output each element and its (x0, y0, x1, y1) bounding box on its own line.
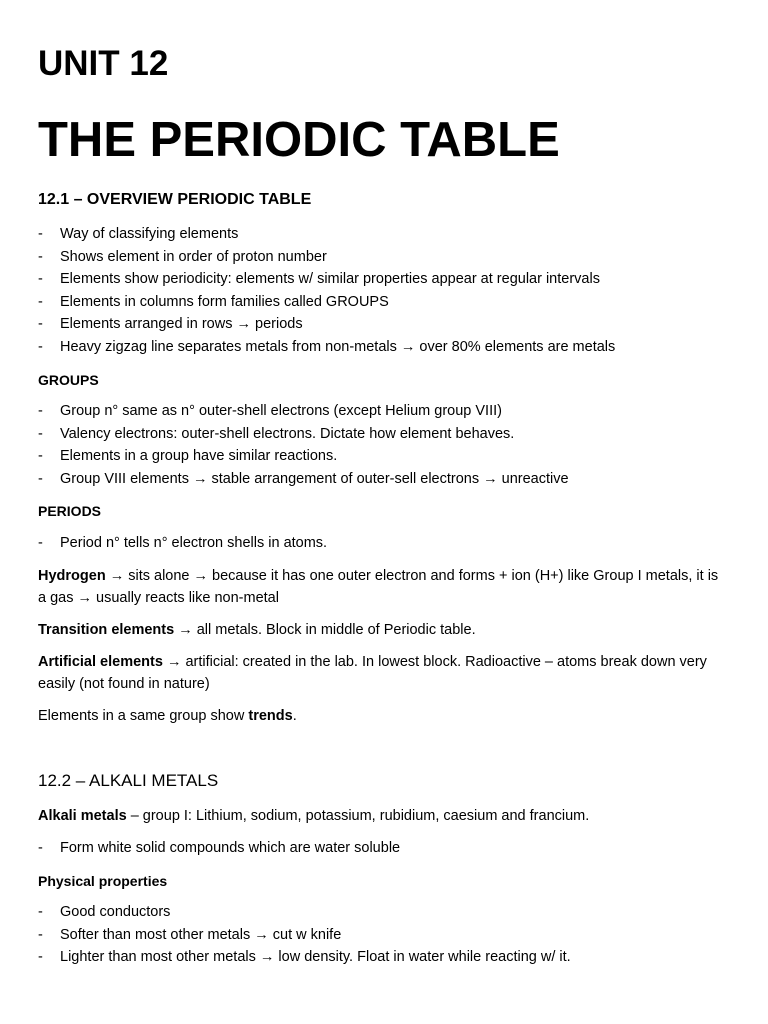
list-item: - Group n° same as n° outer-shell electrons (except Helium group VIII) (38, 403, 502, 419)
alkali-term: Alkali metals (38, 808, 127, 824)
page-title: THE PERIODIC TABLE (38, 113, 560, 167)
section-12-2-heading: 12.2 – ALKALI METALS (38, 771, 219, 790)
periods-heading: PERIODS (38, 503, 102, 519)
list-item: - Way of classifying elements (38, 226, 239, 242)
section-12-1-heading: 12.1 – OVERVIEW PERIODIC TABLE (38, 191, 312, 208)
list-item: - Heavy zigzag line separates metals from non-metals → over 80% elements are metals (38, 338, 616, 355)
trends-term: trends (248, 708, 293, 724)
alkali-list (38, 837, 400, 860)
list-item: - Lighter than most other metals → low density. Float in water while reacting w/ it. (38, 949, 571, 965)
artificial-paragraph: Artificial elements → artificial: created in the lab. In lowest block. Radioactive – atoms break down very easily (not found in nature) (38, 654, 707, 692)
unit-label: UNIT 12 (38, 44, 169, 83)
trends-paragraph: Elements in a same group show trends. (38, 708, 297, 724)
physical-list (38, 901, 571, 969)
overview-list (38, 223, 615, 358)
artificial-term: Artificial elements (38, 654, 163, 670)
list-item: - Softer than most other metals → cut w knife (38, 926, 342, 943)
alkali-paragraph: Alkali metals – group I: Lithium, sodium, potassium, rubidium, caesium and francium. (38, 808, 590, 824)
transition-term: Transition elements (38, 622, 175, 638)
groups-list (38, 400, 569, 490)
transition-paragraph: Transition elements → all metals. Block in middle of Periodic table. (38, 622, 476, 638)
list-item: - Elements in a group have similar reactions. (38, 448, 338, 464)
list-item: - Good conductors (38, 904, 171, 920)
hydrogen-term: Hydrogen (38, 568, 106, 584)
periods-list (38, 532, 327, 555)
list-item: - Group VIII elements → stable arrangement of outer-sell electrons → unreactive (38, 470, 569, 487)
list-item: - Elements in columns form families called GROUPS (38, 293, 389, 310)
list-item: - Form white solid compounds which are water soluble (38, 840, 401, 856)
physical-properties-heading: Physical properties (38, 873, 168, 889)
list-item: - Period n° tells n° electron shells in atoms. (38, 535, 328, 551)
list-item: - Valency electrons: outer-shell electrons. Dictate how element behaves. (38, 425, 515, 442)
list-item: - Elements show periodicity: elements w/ similar properties appear at regular intervals (38, 271, 600, 287)
hydrogen-paragraph: Hydrogen → sits alone → because it has one outer electron and forms + ion (H+) like Group I metals, it is a gas → usually reacts like non-metal (38, 568, 719, 606)
groups-heading: GROUPS (38, 372, 99, 388)
list-item: - Elements arranged in rows → periods (38, 316, 303, 332)
list-item: - Shows element in order of proton number (38, 248, 327, 265)
